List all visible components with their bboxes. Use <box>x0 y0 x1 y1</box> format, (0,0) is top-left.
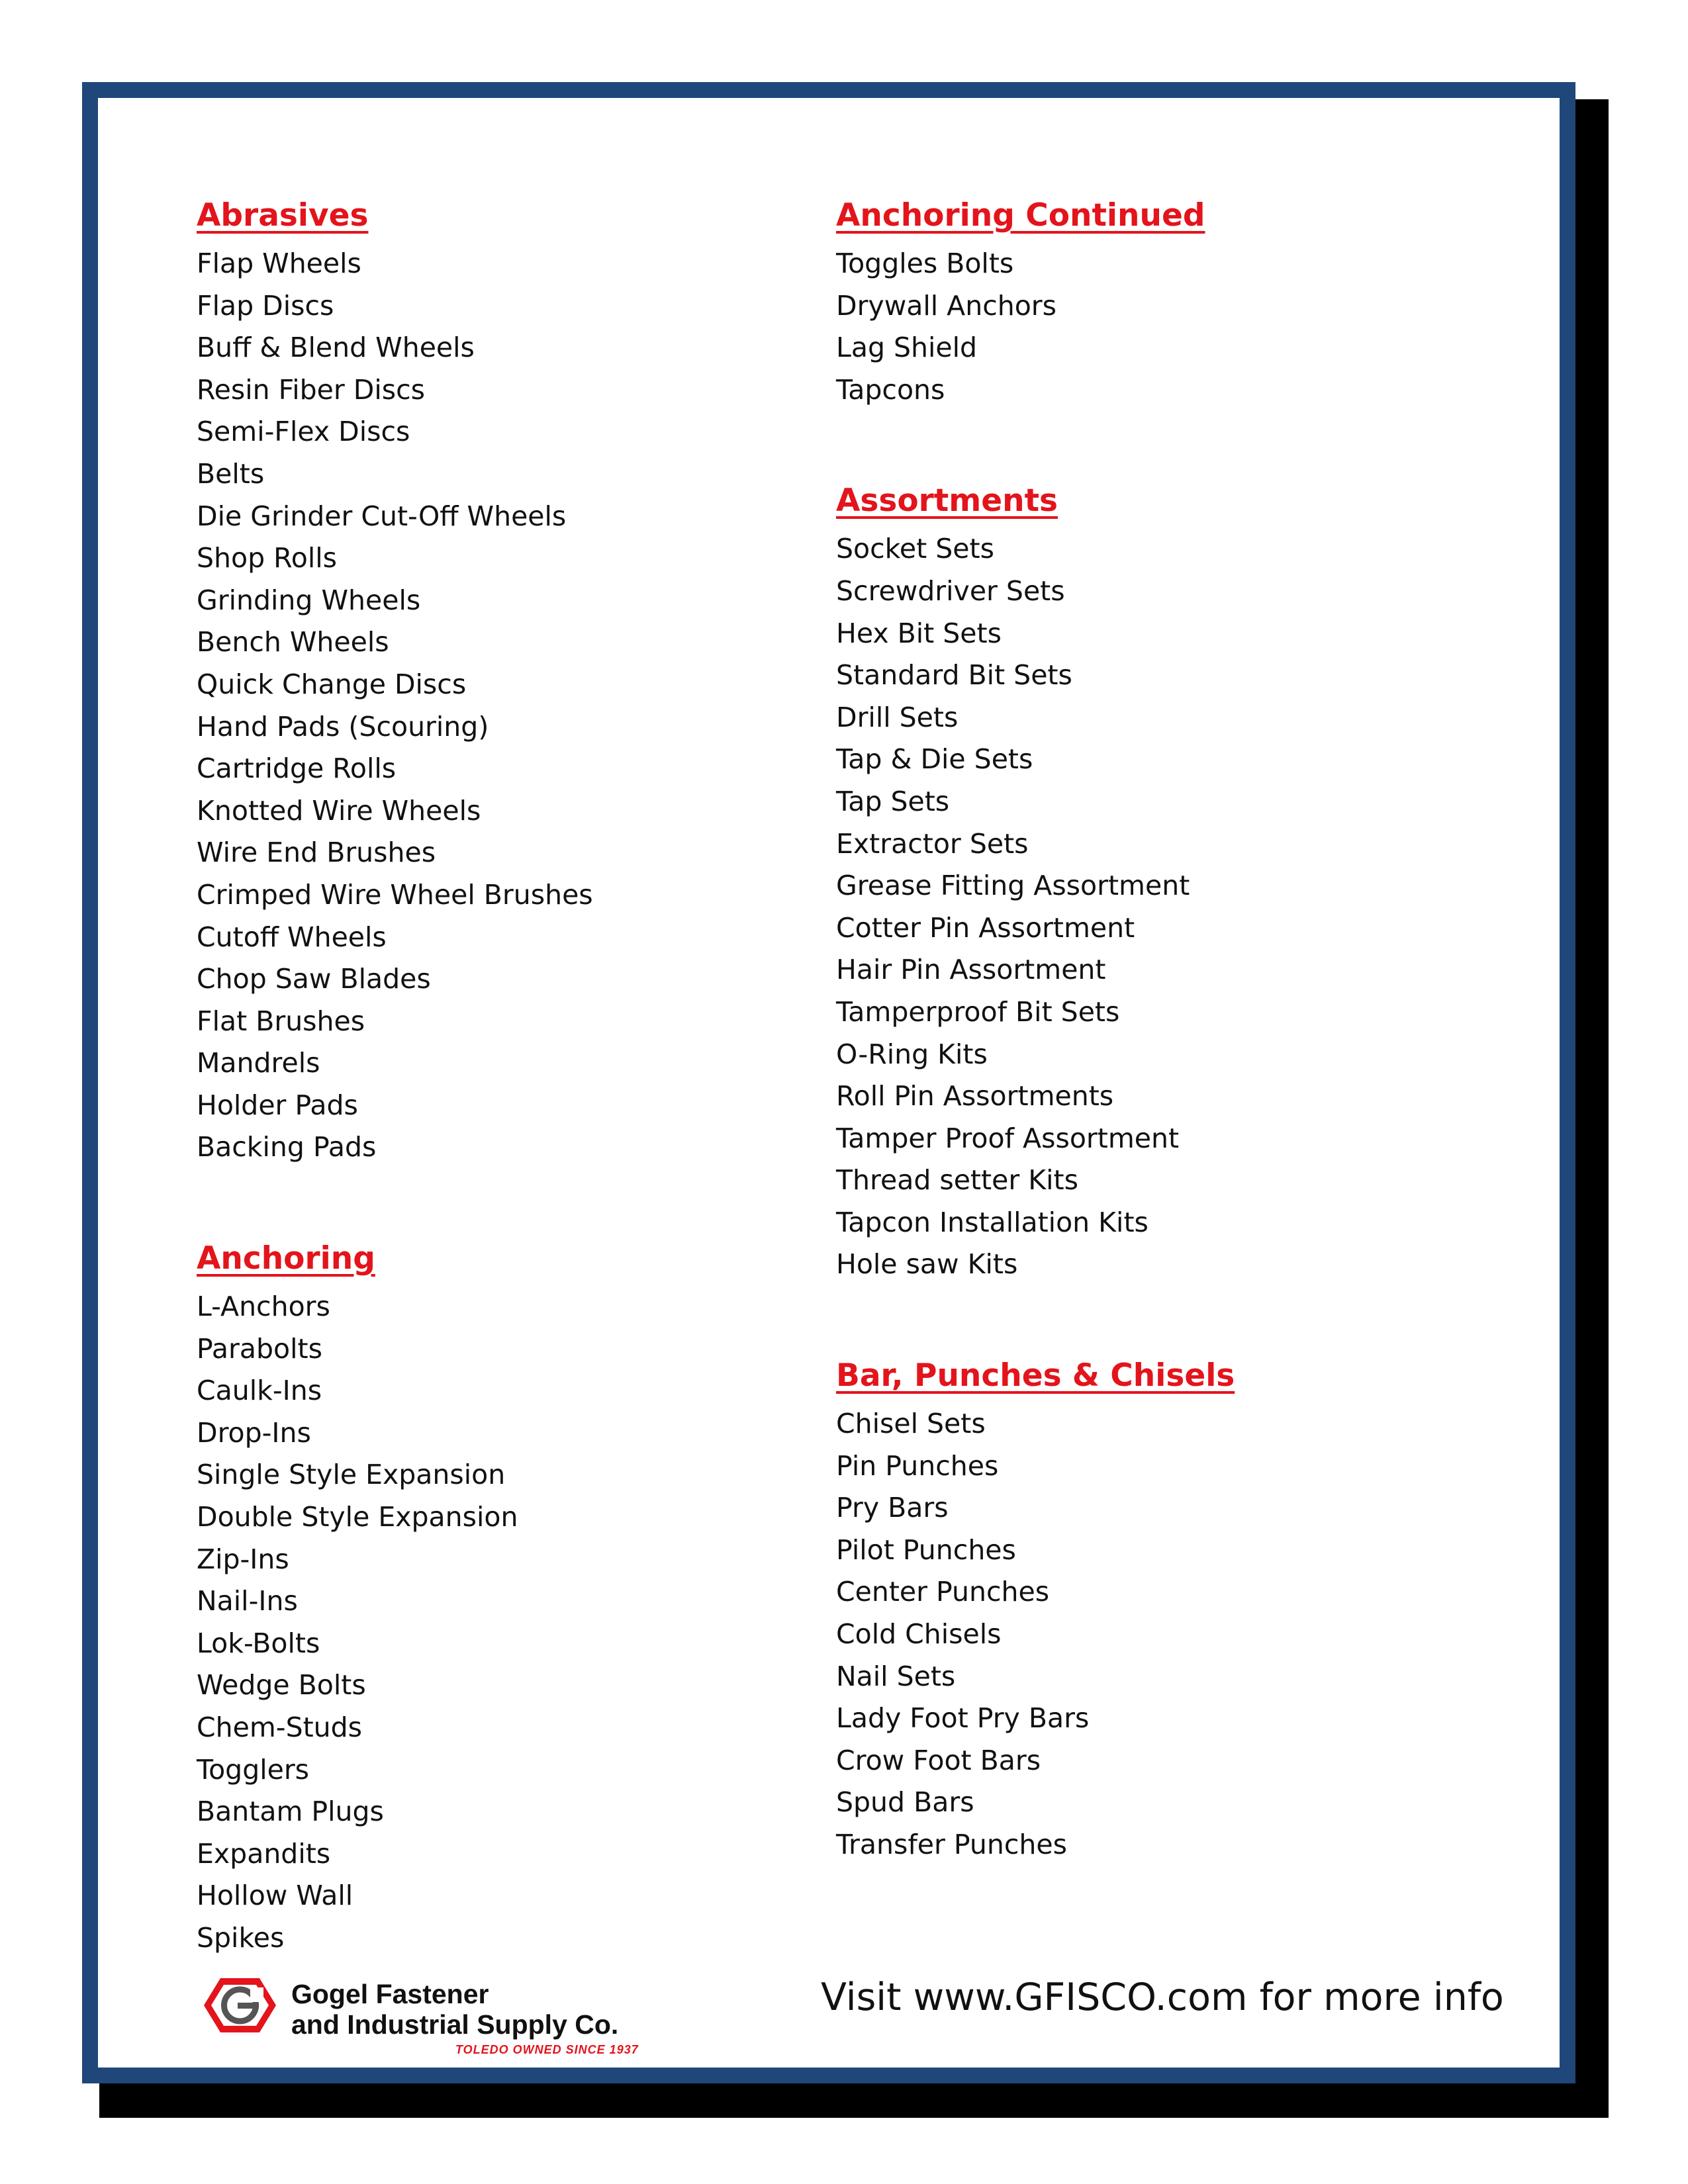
list-item: Cotter Pin Assortment <box>836 911 1135 944</box>
list-item: Lok-Bolts <box>197 1627 320 1659</box>
list-item: Transfer Punches <box>836 1829 1067 1860</box>
list-item: Bench Wheels <box>197 626 389 659</box>
list-item: Nail Sets <box>836 1660 956 1692</box>
category-bar-punches-chisels <box>836 1349 1235 1866</box>
list-item: Grease Fitting Assortment <box>836 870 1190 902</box>
list-item: Pry Bars <box>836 1492 949 1524</box>
section-spacer <box>197 1169 593 1232</box>
category-anchoring <box>197 1232 593 1960</box>
list-item: Shop Rolls <box>197 542 338 574</box>
list-item: Lady Foot Pry Bars <box>836 1702 1090 1735</box>
list-item: Tapcon Installation Kits <box>836 1206 1149 1238</box>
list-item: Thread setter Kits <box>836 1164 1078 1197</box>
list-item: L-Anchors <box>197 1291 330 1323</box>
list-item: Tamper Proof Assortment <box>836 1122 1180 1154</box>
logo-company-name <box>291 1979 618 2040</box>
section-spacer <box>836 1286 1235 1349</box>
list-item: Tapcons <box>836 373 945 406</box>
list-item: Drop-Ins <box>197 1416 311 1449</box>
list-item: Pilot Punches <box>836 1533 1016 1566</box>
category-abrasives <box>197 189 593 1169</box>
list-item: Buff & Blend Wheels <box>197 332 475 364</box>
list-item: Pin Punches <box>836 1449 999 1482</box>
list-item: Mandrels <box>197 1047 320 1079</box>
list-item: Drill Sets <box>836 701 959 733</box>
list-item: Cartridge Rolls <box>197 752 397 785</box>
list-item: Parabolts <box>197 1332 322 1365</box>
list-item: O-Ring Kits <box>836 1038 988 1070</box>
hexagon-g-logo-icon <box>202 1976 278 2035</box>
list-item: Toggles Bolts <box>836 248 1014 279</box>
list-item: Flap Discs <box>197 289 334 322</box>
list-item: Socket Sets <box>836 533 994 565</box>
list-item: Chop Saw Blades <box>197 963 431 995</box>
right-column <box>836 189 1235 1866</box>
category-list <box>836 243 1235 411</box>
list-item: Hole saw Kits <box>836 1248 1018 1281</box>
list-item: Bantam Plugs <box>197 1796 384 1828</box>
category-list <box>836 1403 1235 1866</box>
list-item: Chisel Sets <box>836 1408 986 1440</box>
category-assortments <box>836 474 1235 1286</box>
category-anchoring-continued <box>836 189 1235 411</box>
list-item: Holder Pads <box>197 1089 358 1121</box>
list-item: Single Style Expansion <box>197 1459 506 1491</box>
list-item: Zip-Ins <box>197 1543 289 1575</box>
footer-website-text: Visit www.GFISCO.com for more info <box>821 1976 1504 2019</box>
category-list <box>197 1286 593 1960</box>
list-item: Togglers <box>197 1753 310 1786</box>
list-item: Hair Pin Assortment <box>836 954 1106 986</box>
list-item: Standard Bit Sets <box>836 659 1072 692</box>
list-item: Tamperproof Bit Sets <box>836 995 1120 1028</box>
logo-line-2: and Industrial Supply Co. <box>291 2009 619 2040</box>
list-item: Knotted Wire Wheels <box>197 794 481 827</box>
list-item: Hollow Wall <box>197 1880 353 1912</box>
list-item: Wire End Brushes <box>197 837 436 869</box>
category-title: Assortments <box>836 482 1058 520</box>
list-item: Expandits <box>197 1837 331 1870</box>
list-item: Belts <box>197 457 265 490</box>
list-item: Lag Shield <box>836 332 978 364</box>
category-title: Abrasives <box>197 197 369 234</box>
list-item: Resin Fiber Discs <box>197 373 425 406</box>
list-item: Tap Sets <box>836 785 950 817</box>
category-title: Anchoring Continued <box>836 197 1205 234</box>
list-item: Flap Wheels <box>197 248 361 279</box>
category-list <box>836 528 1235 1286</box>
logo-tagline: TOLEDO OWNED SINCE 1937 <box>455 2043 639 2056</box>
section-spacer <box>836 411 1235 474</box>
list-item: Crow Foot Bars <box>836 1744 1041 1776</box>
company-logo <box>202 1976 679 2062</box>
list-item: Roll Pin Assortments <box>836 1080 1114 1113</box>
list-item: Backing Pads <box>197 1131 377 1163</box>
list-item: Quick Change Discs <box>197 668 467 700</box>
category-title: Anchoring <box>197 1240 375 1277</box>
category-title: Bar, Punches & Chisels <box>836 1357 1235 1394</box>
list-item: Hand Pads (Scouring) <box>197 710 489 743</box>
list-item: Extractor Sets <box>836 827 1029 860</box>
list-item: Screwdriver Sets <box>836 574 1065 607</box>
logo-line-1: Gogel Fastener <box>291 1979 489 2009</box>
list-item: Crimped Wire Wheel Brushes <box>197 878 593 911</box>
list-item: Caulk-Ins <box>197 1375 322 1407</box>
list-item: Double Style Expansion <box>197 1501 518 1533</box>
list-item: Die Grinder Cut-Off Wheels <box>197 500 567 532</box>
list-item: Center Punches <box>836 1576 1050 1608</box>
category-list <box>197 243 593 1169</box>
list-item: Spikes <box>197 1921 285 1954</box>
list-item: Chem-Studs <box>197 1711 363 1743</box>
list-item: Tap & Die Sets <box>836 743 1033 776</box>
list-item: Grinding Wheels <box>197 584 421 616</box>
list-item: Drywall Anchors <box>836 289 1057 322</box>
list-item: Spud Bars <box>836 1786 974 1819</box>
list-item: Semi-Flex Discs <box>197 416 410 448</box>
list-item: Flat Brushes <box>197 1005 365 1037</box>
list-item: Hex Bit Sets <box>836 617 1002 649</box>
list-item: Cutoff Wheels <box>197 921 387 953</box>
list-item: Nail-Ins <box>197 1585 298 1617</box>
left-column <box>197 189 593 1960</box>
list-item: Wedge Bolts <box>197 1669 366 1702</box>
list-item: Cold Chisels <box>836 1618 1002 1651</box>
